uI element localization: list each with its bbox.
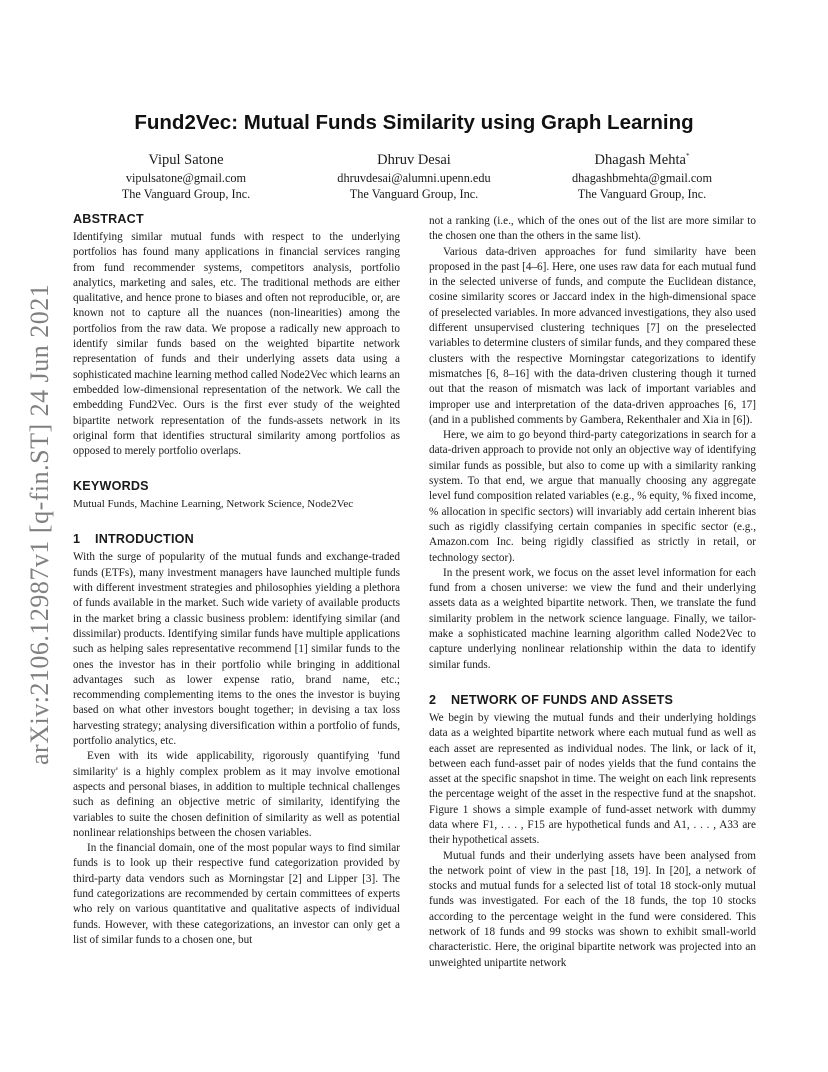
right-column <box>429 214 756 971</box>
keywords-text: Mutual Funds, Machine Learning, Network Science, Node2Vec <box>73 498 354 511</box>
author-affiliation: The Vanguard Group, Inc. <box>577 187 707 201</box>
intro-paragraph-1: With the surge of popularity of the mutual funds and exchange-traded funds (ETFs), many investment managers have launched multiple funds with different investment strategies and philosophies yielding a plethora of funds available in the market. Such wide variety of available products in the market bring a classic business problem: identifying similar (and dissimilar) products. Identifying similar funds have multiple applications such as helping sales representative recommend [1] similar funds to the ones the investor has in their portfolio while bringing in additional advantages such as lower expense ratio, brand name, etc.; recommending complementing items to the ones the investor is buying based on what other investors bought together; in devising a tax loss harvesting strategy; analysing diversification within a portfolio of funds, portfolio analytics, etc. <box>73 551 400 748</box>
arxiv-identifier-text: arXiv:2106.12987v1 [q-fin.ST] 24 Jun 2021 <box>25 283 54 765</box>
author-2 <box>300 150 528 202</box>
section-heading-network <box>429 692 756 708</box>
section-number: 1 <box>73 532 81 547</box>
author-3 <box>528 150 756 202</box>
intro-paragraph-4: Various data-driven approaches for fund similarity have been proposed in the past [4–6]. Here, one uses raw data for each mutual fund in the selected universe of funds, and compute the Euclidean distance, cosine similarity scores or Jaccard index in the high-dimensional space of preselected variables. In more advanced investigations, they also used different unsupervised clustering techniques [7] on the preselected variables to determine clusters of similar funds, and they compared these clusters with the respective Morningstar categorizations to identify mismatches [6, 8–16] with the data-driven clustering though it turned out that the reason of mismatch was lack of important variables and improper use and interpretation of the data-driven approaches [6, 17] (and in a published comments by Gambera, Rekenthaler and Xia in [6]). <box>429 245 756 426</box>
network-paragraph-2: Mutual funds and their underlying assets have been analysed from the network point of view in the past [18, 19]. In [20], a network of stocks and mutual funds for a selected list of total 18 stock-only mutual funds was investigated. For each of the 18 funds, the top 10 stocks according to the percentage weight in the fund were considered. This network of 18 funds and 99 stocks was shown to exhibit small-world characteristic. Here, the original bipartite network was projected into an unweighted unipartite network <box>429 849 756 969</box>
intro-paragraph-3-continued: not a ranking (i.e., which of the ones out of the list are more similar to the chosen one than the others in the same list). <box>429 215 756 243</box>
intro-paragraph-3: In the financial domain, one of the most popular ways to find similar funds is to look up their respective fund categorization provided by third-party data vendors such as Morningstar [2] and Lipper [3]. The fund categorizations are recommended by certain committees of experts who rely on various quantitative and qualitative aspects of individual funds. However, with these categorizations, an investor can only get a list of similar funds to a chosen one, but <box>73 842 400 946</box>
network-paragraph-1: We begin by viewing the mutual funds and their underlying holdings data as a weighted bipartite network where each mutual fund as well as each asset are represented as individual nodes. The link, or lack of it, between each fund-asset pair of nodes yields that the fund contains the asset at the specific snapshot in time. The weight on each link represents the percentage weight of the asset in the respective fund at the snapshot. Figure 1 shows a simple example of fund-asset network with dummy data where F1, . . . , F15 are hypothetical funds and A1, . . . , A33 are their hypothetical assets. <box>429 711 756 847</box>
author-name: Dhruv Desai <box>377 152 451 168</box>
paper-title: Fund2Vec: Mutual Funds Similarity using Graph Learning <box>134 111 694 134</box>
author-email: dhagashbmehta@gmail.com <box>571 171 713 185</box>
arxiv-identifier <box>22 283 58 765</box>
left-column <box>73 211 400 948</box>
abstract-text: Identifying similar mutual funds with respect to the underlying portfolios has found many applications in financial services ranging from fund recommender systems, competitors analysis, portfolio analytics, marketing and sales, etc. The traditional methods are either qualitative, and hence prone to biases and often not reproducible, or, are known not to capture all the nuances (non-linearities) among the portfolios from the raw data. We propose a radically new approach to identify similar funds based on the weighted bipartite network representation of funds and their underlying assets data using a sophisticated machine learning method called Node2Vec which learns an embedded low-dimensional representation of the network. We call the embedding Fund2Vec. Ours is the first ever study of the weighted bipartite network representation of the funds-assets network in its original form that identifies structural similarity among portfolios as opposed to merely portfolio overlaps. <box>73 231 400 458</box>
keywords-heading: KEYWORDS <box>73 479 149 494</box>
author-email: vipulsatone@gmail.com <box>125 171 247 185</box>
author-name: Dhagash Mehta <box>594 152 686 168</box>
corresponding-author-mark: * <box>685 152 690 161</box>
author-affiliation: The Vanguard Group, Inc. <box>349 187 479 201</box>
intro-paragraph-5: Here, we aim to go beyond third-party categorizations in search for a data-driven approach to provide not only an objective way of identifying similar funds as possible, but also to come up with a similarity ranking system. To that end, we argue that manually choosing any aggregate level fund composition related variables (e.g., % equity, % fixed income, % allocation in specific sectors) will invariably add certain inherent bias such as rigidly classifying certain companies in specific sector (e.g., Amazon.com Inc. being rigidly classified as strictly in retail, or technology sector). <box>429 429 756 564</box>
section-number: 2 <box>429 692 437 707</box>
author-email: dhruvdesai@alumni.upenn.edu <box>337 171 491 185</box>
intro-paragraph-2: Even with its wide applicability, rigorously quantifying 'fund similarity' is a highly complex problem as it may involve emotional aspects and personal biases, in addition to multiple technical challenges such as defining an objective metric of similarity, identifying the variables to suite the chosen definition of similarity as well as potential nonlinear relationships between the chosen variables. <box>73 750 400 839</box>
author-1 <box>72 150 300 202</box>
intro-paragraph-6: In the present work, we focus on the asset level information for each fund from a chosen universe: we view the fund and their underlying assets data as a weighted bipartite network. Then, we translate the fund similarity problem in the network science language. Finally, we tailor-make a sophisticated machine learning algorithm called Node2Vec to capture underlying nonlinear relationship within the data to identify similar funds. <box>429 566 756 671</box>
author-block <box>72 150 756 202</box>
section-title: INTRODUCTION <box>95 532 194 547</box>
author-name-line <box>528 150 756 170</box>
author-affiliation: The Vanguard Group, Inc. <box>121 187 251 201</box>
author-name: Vipul Satone <box>148 152 224 168</box>
abstract-heading: ABSTRACT <box>73 212 144 226</box>
section-title: NETWORK OF FUNDS AND ASSETS <box>451 692 674 707</box>
section-heading-introduction <box>73 531 400 547</box>
